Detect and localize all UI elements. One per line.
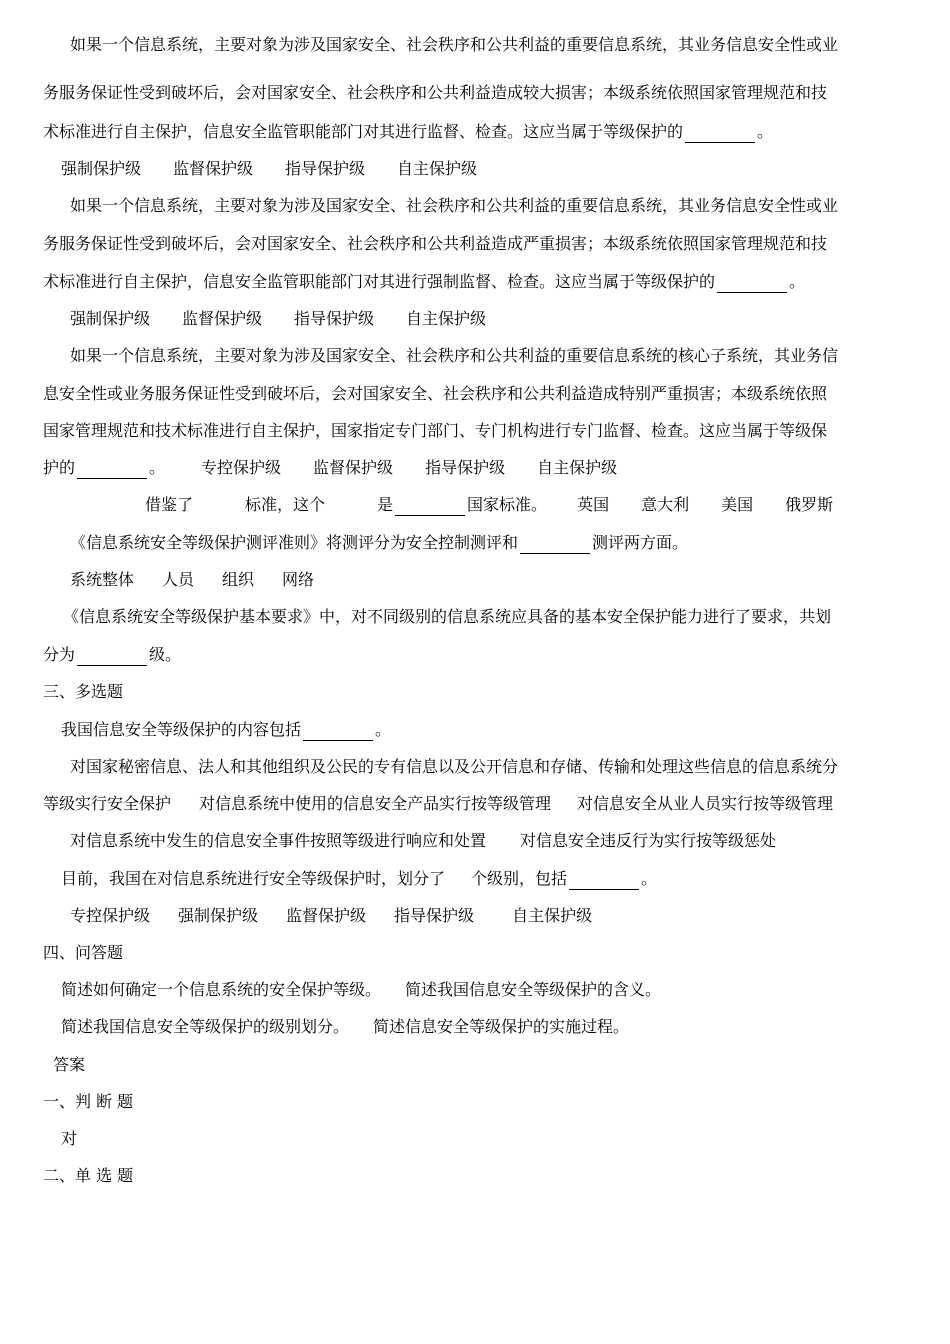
option: 人员 <box>162 570 195 589</box>
answer-blank <box>685 118 755 143</box>
question-m2: 目前，我国在对信息系统进行安全等级保护时，划分了 个级别，包括 。 <box>43 860 925 897</box>
question-b1-line2: 务服务保证性受到破坏后，会对国家安全、社会秩序和公共利益造成较大损害；本级系统依照国家管理规范和技 <box>43 83 828 102</box>
option: 监督保护级 <box>173 159 254 178</box>
option: 意大利 <box>641 495 690 514</box>
question-b5: 《信息系统安全等级保护测评准则》将测评分为安全控制测评和 测评两方面。 <box>43 524 934 561</box>
answer-blank <box>395 491 465 516</box>
option: 对信息系统中使用的信息安全产品实行按等级管理 <box>199 794 552 813</box>
option: 自主保护级 <box>512 906 593 925</box>
option: 指导保护级 <box>425 458 506 477</box>
option: 指导保护级 <box>294 309 375 328</box>
option: 强制保护级 <box>70 309 151 328</box>
question-b6-line2: 分为 级。 <box>43 636 907 673</box>
answers-section-single-choice: 二、单 选 题 <box>43 1166 134 1185</box>
essay-questions-row2: 简述我国信息安全等级保护的级别划分。 简述信息安全等级保护的实施过程。 <box>61 1017 630 1036</box>
option: 指导保护级 <box>394 906 475 925</box>
option: 组织 <box>222 570 255 589</box>
question-b1-line1: 如果一个信息系统，主要对象为涉及国家安全、社会秩序和公共利益的重要信息系统，其业务信息安全性或业 <box>70 35 839 54</box>
option: 指导保护级 <box>285 159 366 178</box>
option: 美国 <box>721 495 754 514</box>
option: 网络 <box>282 570 315 589</box>
question-m1: 我国信息安全等级保护的内容包括 。 <box>43 711 925 748</box>
question-b2-options <box>43 300 934 337</box>
question-b5-options <box>43 561 934 598</box>
question-b3-line2: 息安全性或业务服务保证性受到破坏后，会对国家安全、社会秩序和公共利益造成特别严重损害；本级系统依照 <box>43 384 828 403</box>
answer-blank <box>77 454 147 479</box>
answer-value: 对 <box>61 1129 78 1148</box>
option: 俄罗斯 <box>785 495 834 514</box>
option: 系统整体 <box>70 570 135 589</box>
section-title-multiple-choice: 三、多选题 <box>43 682 124 701</box>
answer-blank <box>77 641 147 666</box>
option: 自主保护级 <box>406 309 487 328</box>
question-m1-option1: 对国家秘密信息、法人和其他组织及公民的专有信息以及公开信息和存储、传输和处理这些信息的信息系统分 <box>70 757 839 776</box>
question-b1-line3: 术标准进行自主保护，信息安全监管职能部门对其进行监督、检查。这应当属于等级保护的 。 <box>43 113 907 150</box>
question-m1-options-row2 <box>43 822 934 859</box>
option: 强制保护级 <box>61 159 142 178</box>
answer-blank <box>520 529 590 554</box>
question-b3-line3: 国家管理规范和技术标准进行自主保护，国家指定专门部门、专门机构进行专门监督、检查。这应当属于等级保 <box>43 421 828 440</box>
question-b2-line1: 如果一个信息系统，主要对象为涉及国家安全、社会秩序和公共利益的重要信息系统，其业务信息安全性或业 <box>70 196 839 215</box>
option: 专控保护级 <box>70 906 151 925</box>
option: 对信息安全违反行为实行按等级惩处 <box>520 831 777 850</box>
option: 监督保护级 <box>313 458 394 477</box>
option: 监督保护级 <box>286 906 367 925</box>
option: 强制保护级 <box>178 906 259 925</box>
question-b3-line4: 护的 。 专控保护级 监督保护级 指导保护级 自主保护级 <box>43 449 907 486</box>
question-m2-options <box>43 897 934 934</box>
essay-questions-row1: 简述如何确定一个信息系统的安全保护等级。 简述我国信息安全等级保护的含义。 <box>61 980 662 999</box>
answer-blank <box>717 268 787 293</box>
answers-section-true-false: 一、判 断 题 <box>43 1092 134 1111</box>
option: 自主保护级 <box>397 159 478 178</box>
option: 对信息安全从业人员实行按等级管理 <box>577 794 834 813</box>
answer-blank <box>569 865 639 890</box>
option: 监督保护级 <box>182 309 263 328</box>
question-b1-options <box>43 150 925 187</box>
answers-title: 答案 <box>53 1055 86 1074</box>
option: 自主保护级 <box>537 458 618 477</box>
question-b4: 借鉴了 标准，这个 是 国家标准。 英国 意大利 美国 俄罗斯 <box>43 486 950 523</box>
question-m1-options-row <box>43 785 907 822</box>
option: 英国 <box>577 495 610 514</box>
question-b3-line1: 如果一个信息系统，主要对象为涉及国家安全、社会秩序和公共利益的重要信息系统的核心子系统，其业务信 <box>70 346 839 365</box>
question-b6-line1: 《信息系统安全等级保护基本要求》中，对不同级别的信息系统应具备的基本安全保护能力进行了要求，共划 <box>63 607 832 626</box>
option: 等级实行安全保护 <box>43 794 172 813</box>
question-b2-line3: 术标准进行自主保护，信息安全监管职能部门对其进行强制监督、检查。这应当属于等级保护的 。 <box>43 263 907 300</box>
section-title-essay: 四、问答题 <box>43 943 124 962</box>
option: 专控保护级 <box>201 458 282 477</box>
question-b2-line2: 务服务保证性受到破坏后，会对国家安全、社会秩序和公共利益造成严重损害；本级系统依照国家管理规范和技 <box>43 234 828 253</box>
option: 对信息系统中发生的信息安全事件按照等级进行响应和处置 <box>70 831 487 850</box>
answer-blank <box>303 716 373 741</box>
